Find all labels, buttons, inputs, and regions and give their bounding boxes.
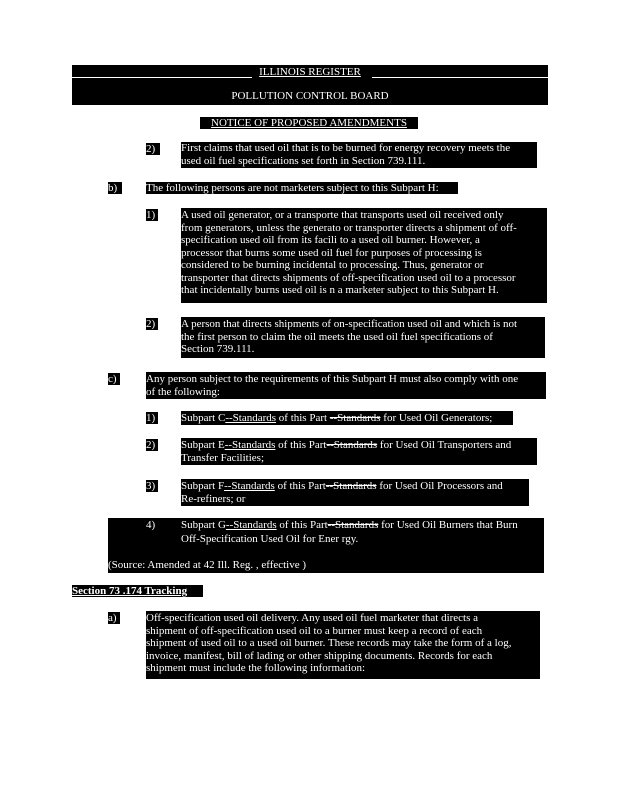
item-c3-inserted: --Standards (224, 480, 275, 492)
item-b2-text (181, 317, 545, 358)
item-c-num: c) (108, 373, 120, 385)
item-c1-text (181, 411, 513, 425)
item-c3-line2: Re-refiners; or (181, 492, 246, 505)
item-c1-deleted: --Standards (329, 412, 381, 424)
item-c1-subpart: Subpart C (181, 412, 226, 424)
item-a-line: invoice, manifest, bill of lading or other shipping documents. Records for each (146, 649, 493, 662)
item-c2-subpart: Subpart E (181, 439, 225, 451)
item-2-line: used oil fuel specifications set forth in Section 739.111. (181, 154, 426, 167)
item-c2-line1 (181, 439, 537, 452)
item-b1-text (181, 208, 547, 303)
item-c3-deleted: --Standards (325, 480, 377, 492)
item-b1-line: from generators, unless the generato or transporter directs a shipment of off- (181, 221, 517, 234)
item-c3-line1 (181, 480, 529, 493)
item-c1-num: 1) (146, 412, 158, 424)
register-title: ILLINOIS REGISTER (259, 66, 361, 78)
item-2-num: 2) (146, 143, 160, 155)
item-c3-text (181, 479, 529, 506)
item-c1-end: for Used Oil Generators; (380, 412, 493, 424)
item-c2-num: 2) (146, 439, 158, 451)
item-c2-inserted: --Standards (224, 439, 276, 451)
board-title: POLLUTION CONTROL BOARD (231, 90, 389, 102)
item-b1-num: 1) (146, 209, 158, 221)
item-c-line: of the following: (146, 385, 220, 398)
item-c4-inserted: --Standards (225, 519, 277, 531)
item-b1-line: transporter that directs shipments of off-specification used oil to a processor (181, 271, 516, 284)
item-c4-subpart: Subpart G (181, 519, 226, 531)
item-b1-line: considered to be burning incidental to processing. Thus, generator or (181, 259, 484, 271)
item-b2-line: Section 739.111. (181, 343, 255, 355)
item-c2-mid: of this Part (275, 439, 327, 451)
item-a-num: a) (108, 612, 120, 624)
item-c-text (146, 372, 546, 399)
item-c4-line2: Off-Specification Used Oil for Ener rgy. (181, 533, 359, 545)
header-rule-left (72, 77, 252, 78)
item-c4-num: 4) (146, 519, 156, 531)
item-c4-deleted: --Standards (327, 519, 379, 531)
item-a-line: shipment of off-specification used oil to a burner must keep a record of each (146, 624, 483, 637)
item-c2-line2: Transfer Facilities; (181, 451, 264, 464)
item-2-line: First claims that used oil that is to be burned for energy recovery meets the (181, 142, 511, 154)
item-b-num: b) (108, 182, 122, 194)
item-c4-line1 (181, 519, 518, 532)
item-a-text (146, 611, 540, 679)
item-b1-line: A used oil generator, or a transporte that transports used oil received only (181, 209, 504, 221)
item-c4-end: for Used Oil Burners that Burn (378, 519, 518, 531)
item-c1-inserted: --Standards (225, 412, 277, 424)
item-c3-num: 3) (146, 480, 158, 492)
item-a-line: shipment must include the following information: (146, 662, 366, 674)
header-rule-right (372, 77, 548, 78)
item-c2-text (181, 438, 537, 465)
item-c2-deleted: --Standards (326, 439, 378, 451)
item-b1-line: specification used oil from its facili to a used oil burner. However, a (181, 234, 480, 246)
source-note: (Source: Amended at 42 Ill. Reg. , effective ) (108, 559, 307, 571)
item-b-text: The following persons are not marketers subject to this Subpart H: (146, 182, 458, 194)
item-c3-subpart: Subpart F (181, 480, 225, 492)
item-b2-line: the first person to claim the oil meets the used oil fuel specifications of (181, 330, 493, 343)
item-c-line: Any person subject to the requirements of this Subpart H must also comply with one (146, 373, 519, 385)
notice-title: NOTICE OF PROPOSED AMENDMENTS (200, 117, 418, 129)
item-b2-num: 2) (146, 318, 158, 330)
item-b1-line: processor that burns some used oil fuel for purposes of processing is (181, 246, 482, 259)
item-c1-mid: of this Part (276, 412, 330, 424)
section-title: Section 73 .174 Tracking (72, 585, 203, 597)
item-c2-end: for Used Oil Transporters and (377, 439, 512, 451)
item-c3-end: for Used Oil Processors and (376, 480, 503, 492)
item-a-line: shipment of used oil to a used oil burner. These records may take the form of a log, (146, 637, 512, 649)
item-c3-mid: of this Part (274, 480, 326, 492)
item-b2-line: A person that directs shipments of on-specification used oil and which is not (181, 318, 518, 330)
item-2-text (181, 142, 537, 168)
item-a-line: Off-specification used oil delivery. Any used oil fuel marketer that directs a (146, 612, 479, 624)
item-c4-mid: of this Part (276, 519, 328, 531)
item-b1-line: that incidentally burns used oil is n a marketer subject to this Subpart H. (181, 284, 499, 296)
